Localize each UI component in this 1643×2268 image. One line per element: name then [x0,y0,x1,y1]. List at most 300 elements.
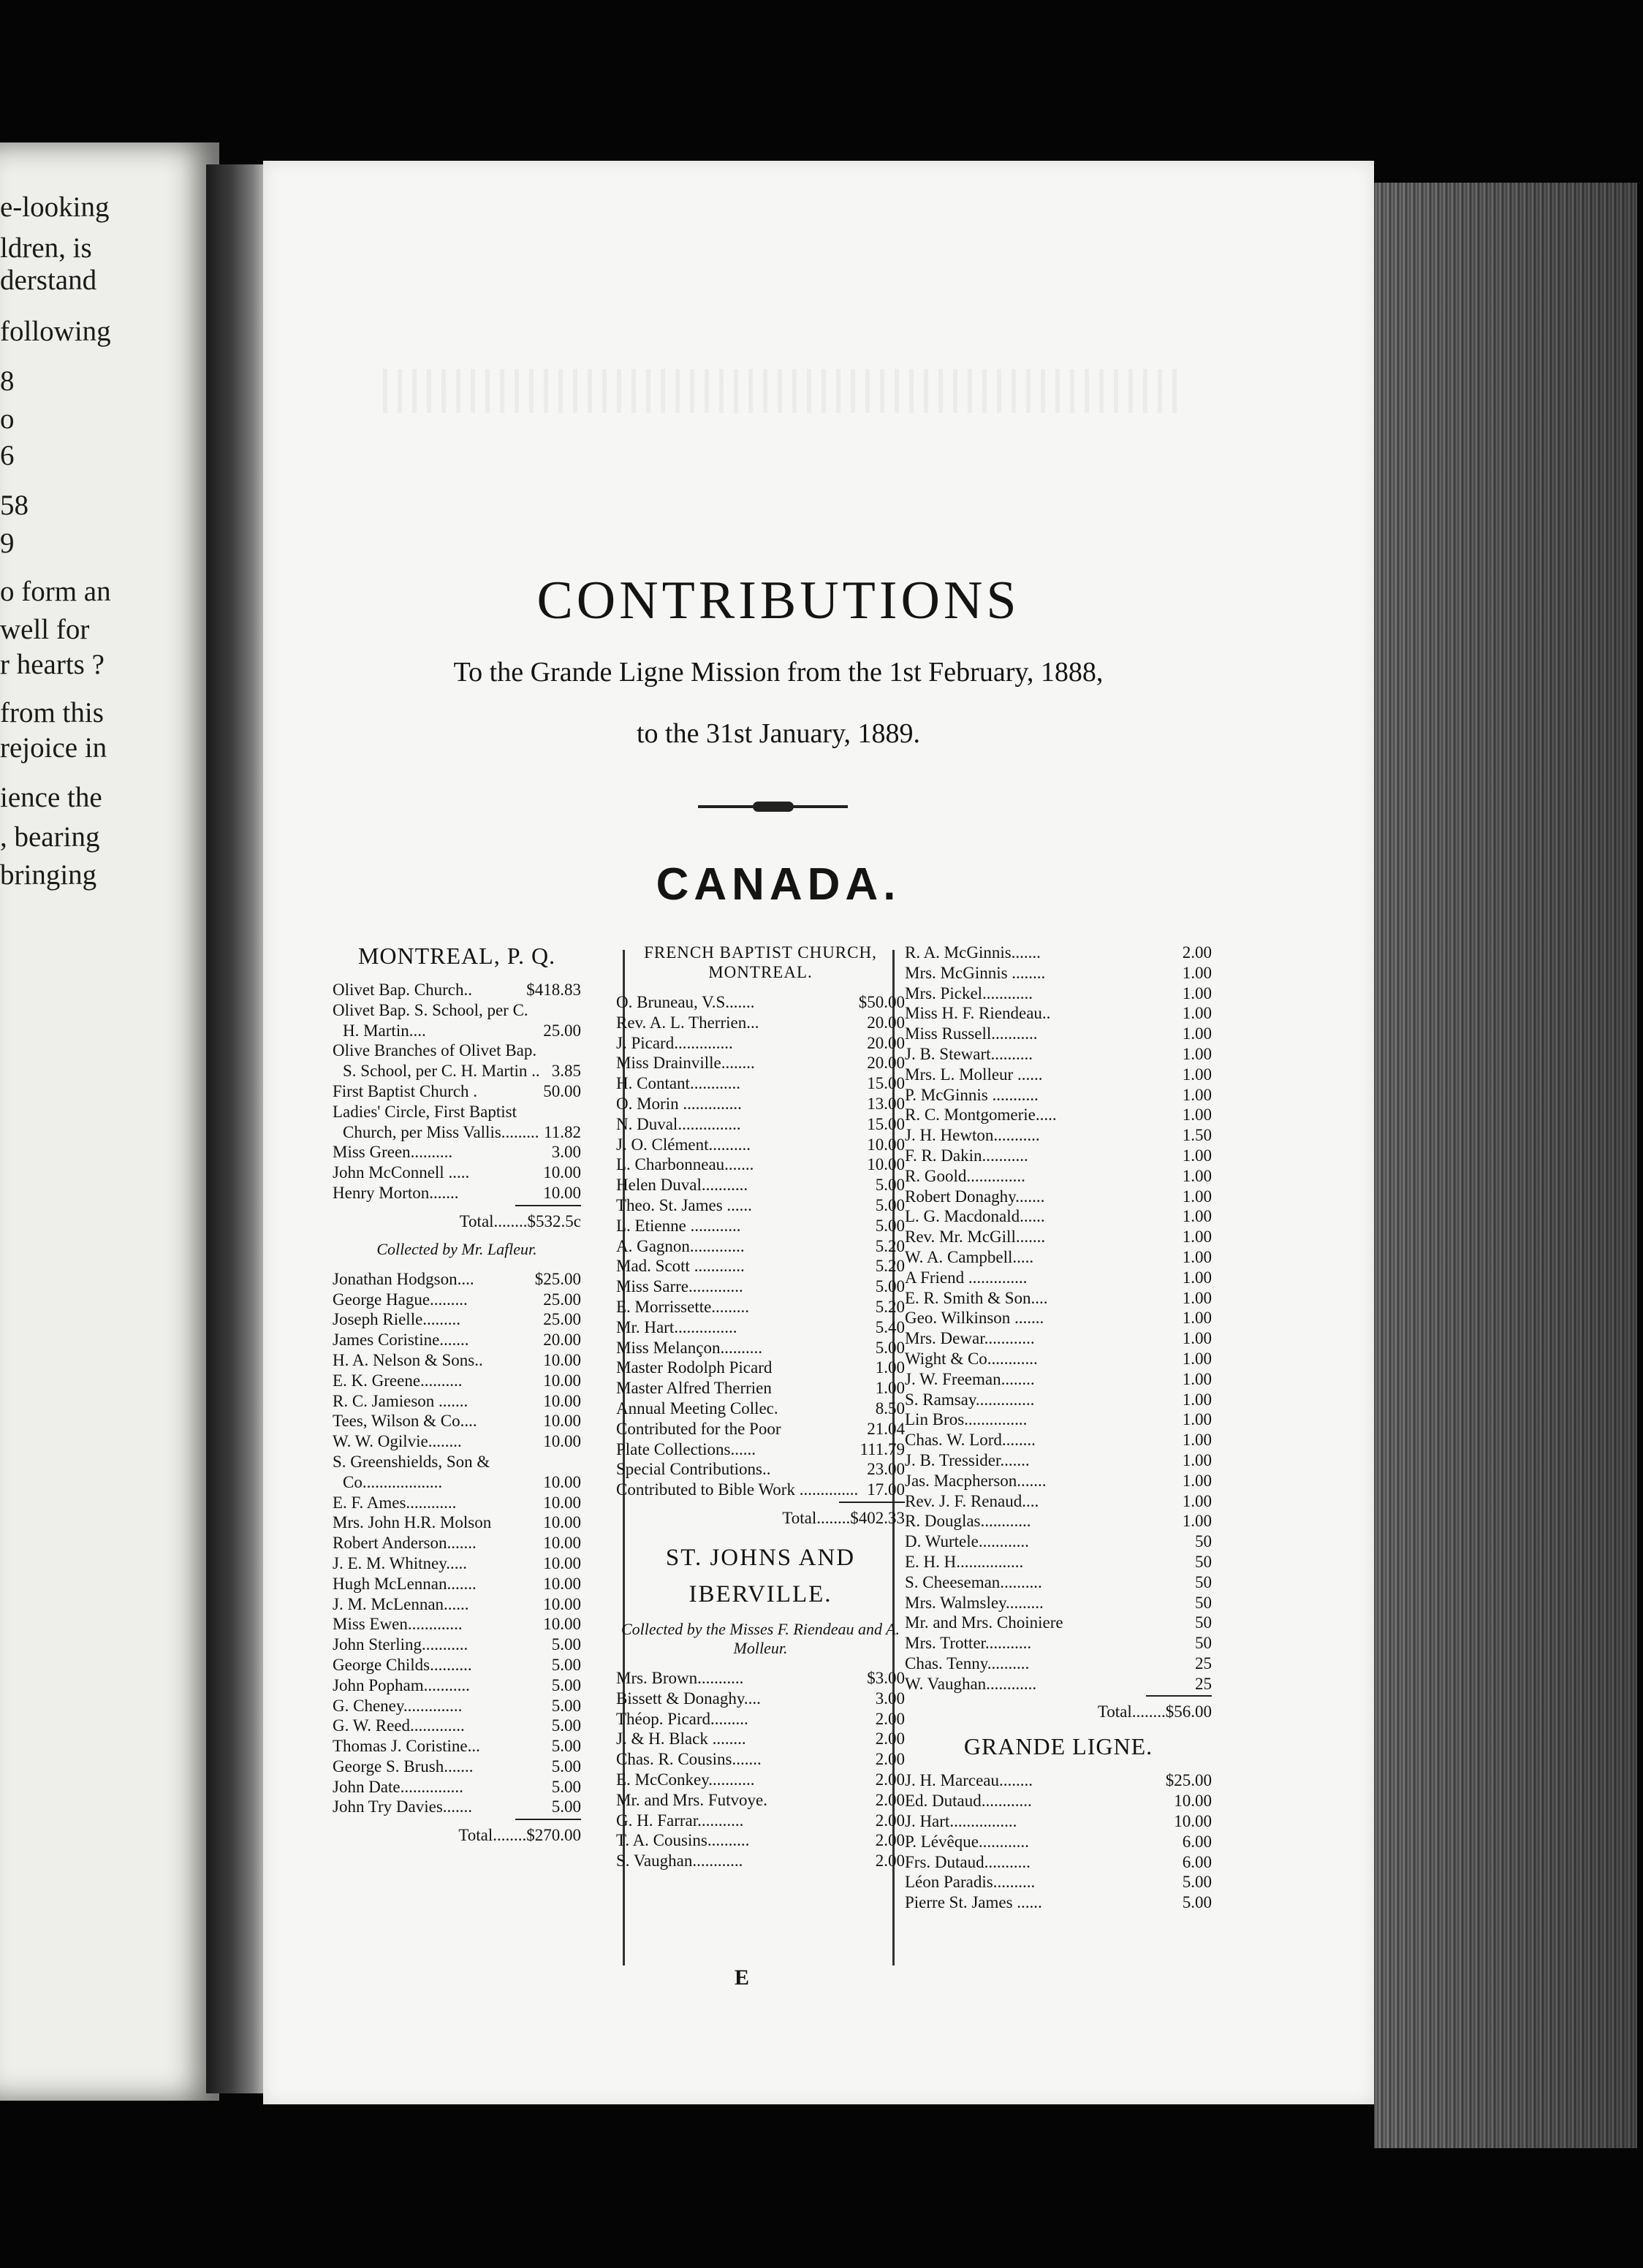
contributor-name: Master Alfred Therrien [616,1379,772,1398]
contributor-name: J. E. M. Whitney..... [333,1553,467,1572]
contributor-name: George Childs.......... [333,1655,472,1674]
divider-ornament [753,802,794,812]
contributor-name: Thomas J. Coristine... [333,1737,480,1756]
contribution-amount: 5.00 [875,1338,905,1357]
contributor-name: George Hague......... [333,1290,468,1309]
contribution-amount: 1.00 [1182,1187,1212,1206]
contribution-amount: 1.00 [875,1379,905,1398]
contribution-amount: 10.00 [543,1350,581,1369]
contribution-row [616,1480,905,1500]
contribution-amount: $25.00 [1165,1771,1212,1790]
contribution-amount: 1.00 [1182,1369,1212,1388]
contribution-row [616,1236,905,1257]
contribution-row [333,1411,581,1431]
contributor-name: Miss Sarre............. [616,1277,743,1296]
contribution-row [905,1409,1212,1430]
contributor-name: John Try Davies....... [333,1797,473,1816]
contribution-row [616,1013,905,1033]
contribution-amount: 5.00 [551,1696,581,1715]
left-page-line: bringing [0,859,97,891]
contribution-row [905,1146,1212,1166]
contribution-row [333,1452,581,1493]
contributor-name: Mrs. Dewar............ [905,1329,1035,1348]
contribution-amount: 20.00 [867,1033,905,1052]
contribution-amount: 2.00 [875,1852,905,1871]
contribution-row [333,1350,581,1371]
column-continued [905,943,1212,1913]
contributor-name: John McConnell ..... [333,1163,470,1182]
contributor-name: Olivet Bap. Church.. [333,981,472,999]
contribution-row [905,1390,1212,1410]
left-page-line: r hearts ? [0,649,105,680]
contributor-name: J. & H. Black ........ [616,1729,746,1748]
contribution-row [333,1594,581,1615]
contribution-amount: 1.00 [1182,963,1212,982]
left-page-line: following [0,316,111,347]
contributor-name: P. McGinnis ........... [905,1085,1039,1104]
contribution-amount: 25.00 [543,1290,581,1309]
contribution-amount: 1.00 [1182,1207,1212,1226]
contribution-row [333,1675,581,1696]
contribution-row [616,1338,905,1358]
contribution-row [616,1668,905,1689]
contributor-name: Lin Bros............... [905,1410,1028,1429]
contribution-row [905,1531,1212,1552]
contribution-amount: 1.00 [1182,983,1212,1002]
contributor-name: Miss Ewen............. [333,1615,463,1634]
contribution-amount: 1.00 [1182,1146,1212,1165]
left-page-line: rejoice in [0,732,107,764]
contribution-row [905,1654,1212,1674]
contribution-row [616,1276,905,1297]
contributor-name: Special Contributions.. [616,1460,771,1479]
contribution-row [616,1135,905,1155]
page-edges [1374,183,1637,2148]
contributor-name: E. R. Smith & Son.... [905,1288,1048,1307]
contribution-row [616,1439,905,1460]
contribution-row [616,1709,905,1729]
contribution-row [616,1419,905,1439]
contribution-amount: 10.00 [543,1493,581,1512]
contributor-name: G. H. Farrar........... [616,1811,744,1830]
contribution-row [616,1689,905,1709]
contribution-row [333,1777,581,1797]
contribution-row [616,1195,905,1216]
left-page-line: well for [0,614,90,645]
contribution-amount: 15.00 [867,1074,905,1093]
contribution-row [905,1349,1212,1369]
contributor-name: S. Vaughan............ [616,1852,743,1871]
contributor-name: F. R. Dakin........... [905,1146,1028,1165]
contribution-amount: 10.00 [543,1534,581,1553]
contribution-row [905,1247,1212,1268]
contributor-name: Joseph Rielle......... [333,1310,461,1329]
contributor-name: Mr. and Mrs. Futvoye. [616,1790,767,1809]
contribution-row [333,1309,581,1330]
contribution-amount: 50 [1195,1634,1212,1653]
left-page-line: o [0,403,15,435]
contribution-amount: 1.00 [1182,1085,1212,1104]
contribution-row [905,1832,1212,1852]
contribution-row [616,1790,905,1811]
contribution-row [616,1459,905,1480]
contribution-amount: 3.85 [551,1062,581,1081]
st-johns-entries [616,1668,905,1871]
contributor-name: George S. Brush....... [333,1757,474,1776]
contribution-row [333,1635,581,1655]
contribution-amount: 10.00 [543,1412,581,1431]
contribution-row [616,1399,905,1419]
contribution-row [905,1206,1212,1227]
montreal-total: Total........$532.5c [459,1211,581,1230]
contributor-name: Olive Branches of Olivet Bap. S. School, per C. H. Martin .. [333,1041,540,1081]
contribution-amount: 20.00 [867,1054,905,1073]
contributor-name: E. H. H................ [905,1552,1024,1571]
contribution-amount: 1.00 [1182,1329,1212,1348]
contributor-name: Rev. J. F. Renaud.... [905,1491,1039,1510]
contributor-name: J. Picard.............. [616,1033,733,1052]
contribution-amount: 10.00 [543,1472,581,1491]
contribution-amount: 5.00 [551,1655,581,1674]
contribution-row [616,1073,905,1094]
contributor-name: Miss H. F. Riendeau.. [905,1004,1051,1023]
contributor-name: E. Morrissette......... [616,1297,750,1316]
contribution-row [333,1553,581,1574]
contribution-amount: 5.00 [1182,1873,1212,1892]
contribution-amount: 50 [1195,1593,1212,1612]
left-page [0,142,219,2101]
contribution-amount: 1.00 [1182,1491,1212,1510]
contributor-name: Frs. Dutaud........... [905,1852,1031,1871]
contribution-row [333,1574,581,1594]
contribution-row [905,1288,1212,1309]
continued-total: Total........$56.00 [1097,1702,1212,1721]
contribution-row [616,1094,905,1114]
contribution-amount: 10.00 [543,1371,581,1390]
contribution-amount: 20.00 [867,1013,905,1032]
contributor-name: Mrs. Walmsley......... [905,1593,1044,1612]
contributor-name: R. Douglas............ [905,1512,1031,1531]
contribution-row [616,1358,905,1378]
contribution-amount: 25 [1195,1674,1212,1693]
contributor-name: J. B. Tressider....... [905,1450,1030,1469]
contributor-name: Bissett & Donaghy.... [616,1689,761,1708]
contributor-name: John Popham........... [333,1675,470,1694]
contribution-amount: 1.00 [1182,1044,1212,1063]
contribution-amount: 1.00 [1182,1166,1212,1185]
contribution-amount: 10.00 [543,1553,581,1572]
contribution-row [333,1142,581,1162]
contribution-row [616,1154,905,1175]
contribution-amount: 10.00 [543,1432,581,1451]
contribution-amount: 10.00 [867,1155,905,1174]
contribution-row [905,1852,1212,1873]
contribution-amount: 25.00 [543,1310,581,1329]
contribution-row [905,1125,1212,1146]
contribution-amount: $50.00 [858,993,905,1011]
contribution-row [905,1308,1212,1328]
contribution-amount: 2.00 [875,1709,905,1728]
contribution-row [616,1033,905,1054]
contribution-row [905,1430,1212,1450]
contributor-name: L. Charbonneau....... [616,1155,754,1174]
contribution-amount: 2.00 [875,1750,905,1769]
contribution-amount: 1.00 [1182,1431,1212,1450]
contribution-row [616,1175,905,1195]
contributor-name: O. Morin .............. [616,1094,742,1113]
contributor-name: First Baptist Church . [333,1081,478,1100]
contribution-amount: 13.00 [867,1094,905,1113]
contribution-row [333,1797,581,1817]
contribution-amount: 5.00 [551,1716,581,1735]
contribution-amount: 10.00 [543,1183,581,1202]
contributor-name: E. K. Greene.......... [333,1371,463,1390]
contribution-amount: 10.00 [543,1574,581,1593]
contributor-name: J. W. Freeman........ [905,1369,1035,1388]
left-page-line: 9 [0,528,15,559]
contributor-name: Mr. and Mrs. Choiniere [905,1613,1063,1632]
contribution-row [333,1533,581,1553]
contribution-amount: 5.40 [875,1317,905,1336]
contribution-row [905,1491,1212,1512]
contributor-name: John Date............... [333,1777,463,1796]
contribution-amount: 5.00 [551,1635,581,1654]
contribution-amount: 1.00 [1182,1247,1212,1266]
contribution-amount: 2.00 [875,1790,905,1809]
contribution-row [616,1851,905,1871]
montreal-entries [333,980,581,1203]
left-page-line: , bearing [0,821,100,853]
contribution-row [616,1053,905,1073]
contributor-name: Annual Meeting Collec. [616,1399,778,1418]
subtitle-line-1: To the Grande Ligne Mission from the 1st February, 1888, [453,657,1104,688]
contributor-name: Léon Paradis.......... [905,1873,1036,1892]
contribution-amount: 10.00 [867,1135,905,1154]
contributor-name: Robert Donaghy....... [905,1187,1045,1206]
contribution-row [616,1216,905,1236]
left-page-line: 8 [0,365,15,397]
column-montreal [333,943,581,1846]
contributor-name: Mrs. Brown........... [616,1668,744,1687]
contribution-row [333,1000,581,1041]
contributor-name: Rev. A. L. Therrien... [616,1013,759,1032]
contributor-name: R. C. Montgomerie..... [905,1106,1057,1125]
contribution-amount: 5.00 [875,1216,905,1235]
contribution-row [333,1736,581,1757]
contribution-amount: 2.00 [875,1770,905,1789]
contribution-amount: 5.00 [551,1757,581,1776]
contribution-amount: $25.00 [534,1269,581,1288]
contributor-name: H. A. Nelson & Sons.. [333,1350,483,1369]
contributor-name: P. Lévêque............ [905,1832,1029,1851]
show-through-text [373,369,1177,413]
contribution-amount: 2.00 [1182,943,1212,962]
contribution-row [905,1593,1212,1613]
contributor-name: Mrs. John H.R. Molson [333,1513,492,1532]
contribution-row [333,1040,581,1081]
contribution-row [905,1633,1212,1654]
contributor-name: Plate Collections...... [616,1439,756,1458]
contribution-amount: 5.20 [875,1257,905,1276]
contributor-name: Contributed to Bible Work .............. [616,1480,859,1499]
contribution-row [333,1330,581,1350]
contributor-name: O. Bruneau, V.S....... [616,993,755,1011]
contribution-row [616,1114,905,1135]
contributor-name: R. Goold.............. [905,1166,1025,1185]
contribution-amount: 10.00 [543,1391,581,1410]
contribution-row [333,1493,581,1513]
contributor-name: W. Vaughan............ [905,1674,1037,1693]
contributor-name: Mr. Hart............... [616,1317,737,1336]
contribution-row [333,1102,581,1143]
left-page-line: o form an [0,576,111,607]
contribution-amount: 5.00 [551,1675,581,1694]
contribution-row [333,1162,581,1183]
contributor-name: W. A. Campbell..... [905,1247,1034,1266]
contribution-row [333,1696,581,1716]
left-page-line: ience the [0,782,102,813]
contribution-row [905,1811,1212,1832]
contributor-name: Geo. Wilkinson ....... [905,1309,1044,1328]
contribution-row [333,1431,581,1452]
contributor-name: E. F. Ames............ [333,1493,457,1512]
contribution-row [905,1044,1212,1065]
contributor-name: E. McConkey........... [616,1770,755,1789]
contribution-amount: 1.00 [1182,1512,1212,1531]
contributor-name: G. W. Reed............. [333,1716,465,1735]
contributor-name: Chas. Tenny.......... [905,1654,1030,1673]
contribution-amount: 1.00 [1182,1004,1212,1023]
subtitle-line-2: to the 31st January, 1889. [636,718,921,749]
contribution-row [905,963,1212,983]
contribution-row [616,1317,905,1338]
page-title: CONTRIBUTIONS [536,571,1020,631]
contribution-amount: 10.00 [543,1594,581,1613]
contribution-amount: 50 [1195,1552,1212,1571]
book-gutter [206,164,268,2093]
contributor-name: T. A. Cousins.......... [616,1831,750,1850]
contributor-name: Jas. Macpherson....... [905,1471,1047,1490]
left-page-line: 6 [0,440,15,471]
contribution-row [905,1166,1212,1187]
contributor-name: W. W. Ogilvie........ [333,1432,462,1451]
contribution-amount: 1.00 [1182,1309,1212,1328]
contributor-name: A Friend .............. [905,1268,1028,1287]
contribution-amount: 5.00 [1182,1893,1212,1912]
contributor-name: A. Gagnon............. [616,1236,745,1255]
column-french-baptist [616,943,905,1871]
contributor-name: Miss Green.......... [333,1143,453,1162]
lafleur-total: Total........$270.00 [458,1826,581,1845]
contribution-row [333,1290,581,1310]
contributor-name: Miss Melançon.......... [616,1338,762,1357]
contribution-row [333,1614,581,1635]
contributor-name: Jonathan Hodgson.... [333,1269,474,1288]
contribution-row [905,1227,1212,1247]
contribution-row [333,1716,581,1736]
contributor-name: L. G. Macdonald...... [905,1207,1045,1226]
grande-ligne-entries [905,1770,1212,1913]
contributor-name: Mrs. Trotter........... [905,1634,1032,1653]
contributor-name: J. H. Marceau........ [905,1771,1033,1790]
contribution-amount: 1.50 [1182,1126,1212,1145]
contribution-amount: 23.00 [867,1460,905,1479]
contribution-amount: $3.00 [867,1668,905,1687]
contributor-name: Mrs. Pickel............ [905,983,1033,1002]
contributor-name: J. B. Stewart.......... [905,1044,1033,1063]
contributor-name: Rev. Mr. McGill....... [905,1228,1046,1247]
contribution-amount: 2.00 [875,1811,905,1830]
left-page-line: derstand [0,265,97,296]
contributor-name: Mrs. McGinnis ........ [905,963,1046,982]
contributor-name: S. Greenshields, Son & Co................... [333,1452,490,1491]
contribution-row [616,1830,905,1851]
left-page-line: ldren, is [0,232,92,264]
contribution-row [905,1613,1212,1633]
contributor-name: R. A. McGinnis....... [905,943,1041,962]
contribution-amount: 5.00 [875,1176,905,1195]
contribution-amount: 1.00 [1182,1228,1212,1247]
contribution-row [616,1749,905,1770]
french-baptist-total: Total........$402.33 [782,1508,905,1527]
contributor-name: John Sterling........... [333,1635,468,1654]
left-page-line: e-looking [0,191,110,223]
contribution-row [333,1757,581,1777]
heading-st-johns: ST. JOHNS AND IBERVILLE. [665,1544,856,1607]
contributor-name: Olivet Bap. S. School, per C. H. Martin.... [333,1000,528,1040]
contributor-name: Mrs. L. Molleur ...... [905,1065,1043,1084]
contribution-row [616,992,905,1013]
contribution-amount: 2.00 [875,1831,905,1850]
contributor-name: S. Ramsay.............. [905,1390,1035,1409]
contribution-amount: $418.83 [526,981,581,999]
contribution-amount: 5.20 [875,1236,905,1255]
collector-note: Collected by the Misses F. Riendeau and A. Molleur. [621,1619,900,1657]
heading-french-baptist: FRENCH BAPTIST CHURCH, MONTREAL. [644,943,877,981]
contribution-amount: 3.00 [551,1143,581,1162]
contributor-name: Chas. R. Cousins....... [616,1750,762,1769]
contribution-row [333,1183,581,1203]
contribution-row [905,1471,1212,1491]
contributor-name: Chas. W. Lord........ [905,1431,1036,1450]
contributor-name: Wight & Co............ [905,1349,1038,1368]
contributor-name: Helen Duval........... [616,1176,748,1195]
contribution-amount: 17.00 [867,1480,905,1499]
contributor-name: N. Duval............... [616,1114,741,1133]
section-title-canada: CANADA. [656,859,901,910]
contribution-amount: 1.00 [1182,1065,1212,1084]
contribution-row [616,1378,905,1399]
contributor-name: Tees, Wilson & Co.... [333,1412,477,1431]
contributor-name: Theo. St. James ...... [616,1195,752,1214]
contribution-amount: 5.00 [551,1737,581,1756]
contribution-row [616,1811,905,1831]
contribution-row [905,1674,1212,1694]
contribution-amount: 10.00 [1174,1792,1212,1811]
contributor-name: Hugh McLennan....... [333,1574,477,1593]
contribution-row [905,1572,1212,1593]
contribution-row [905,1872,1212,1892]
contribution-amount: 50 [1195,1572,1212,1591]
contribution-amount: 1.00 [1182,1349,1212,1368]
contributor-name: Robert Anderson....... [333,1534,477,1553]
contributor-name: James Coristine....... [333,1331,469,1350]
contribution-amount: 20.00 [543,1331,581,1350]
contributor-name: Pierre St. James ...... [905,1893,1042,1912]
contribution-amount: 1.00 [875,1358,905,1377]
contributor-name: Mad. Scott ............ [616,1257,745,1276]
contribution-amount: 111.79 [860,1439,905,1458]
